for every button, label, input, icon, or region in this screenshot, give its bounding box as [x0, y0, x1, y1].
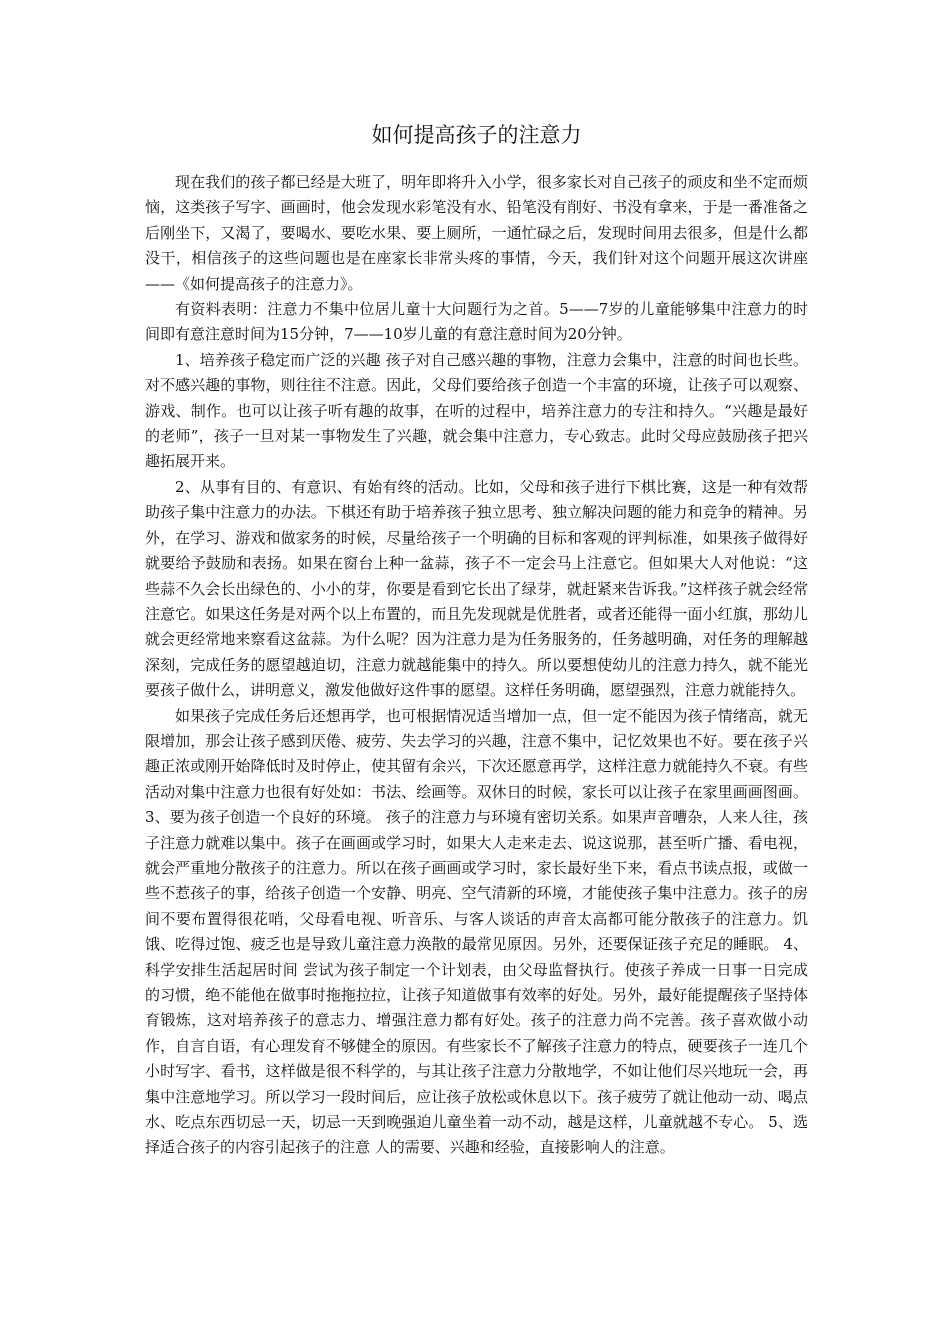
paragraph-point-2: 2、从事有目的、有意识、有始有终的活动。比如，父母和孩子进行下棋比赛，这是一种有效帮助孩子集中注意力的办法。下棋还有助于培养孩子独立思考、独立解决问题的能力和竞争的精神。另外，在学习、游戏和做家务的时候，尽量给孩子一个明确的目标和客观的评判标准，如果孩子做得好就要给予鼓励和表扬。如果在窗台上种一盆蒜，孩子不一定会马上注意它。但如果大人对他说：“这些蒜不久会长出绿色的、小小的芽，你要是看到它长出了绿芽，就赶紧来告诉我。”这样孩子就会经常注意它。如果这任务是对两个以上布置的，而且先发现就是优胜者，或者还能得一面小红旗，那幼儿就会更经常地来察看这盆蒜。为什么呢？因为注意力是为任务服务的，任务越明确，对任务的理解越深刻，完成任务的愿望越迫切，注意力就越能集中的持久。所以要想使幼儿的注意力持久，就不能光要孩子做什么，讲明意义，激发他做好这件事的愿望。这样任务明确，愿望强烈，注意力就能持久。 [145, 477, 808, 700]
paragraph-intro: 现在我们的孩子都已经是大班了，明年即将升入小学，很多家长对自己孩子的顽皮和坐不定而烦恼，这类孩子写字、画画时，他会发现水彩笔没有水、铅笔没有削好、书没有拿来，于是一番准备之后刚坐下，又渴了，要喝水、要吃水果、要上厕所，一通忙碌之后，发现时间用去很多，但是什么都没干，相信孩子的这些问题也是在座家长非常头疼的事情，今天，我们针对这个问题开展这次讲座——《如何提高孩子的注意力》。 [145, 173, 808, 293]
paragraph-research: 有资料表明：注意力不集中位居儿童十大问题行为之首。5——7岁的儿童能够集中注意力的时间即有意注意时间为15分钟，7——10岁儿童的有意注意时间为20分钟。 [145, 300, 808, 344]
document-title: 如何提高孩子的注意力 [371, 123, 582, 147]
paragraph-point-1: 1、培养孩子稳定而广泛的兴趣 孩子对自己感兴趣的事物，注意力会集中，注意的时间也长些。对不感兴趣的事物，则往往不注意。因此，父母们要给孩子创造一个丰富的环境，让孩子可以观察、游戏、制作。也可以让孩子听有趣的故事，在听的过程中，培养注意力的专注和持久。“兴趣是最好的老师”，孩子一旦对某一事物发生了兴趣，就会集中注意力，专心致志。此时父母应鼓励孩子把兴趣拓展开来。 [145, 350, 808, 471]
paragraph-points-3-5: 如果孩子完成任务后还想再学，也可根据情况适当增加一点，但一定不能因为孩子情绪高，就无限增加，那会让孩子感到厌倦、疲劳、失去学习的兴趣，注意不集中，记忆效果也不好。要在孩子兴趣正浓或刚开始降低时及时停止，使其留有余兴，下次还愿意再学，这样注意力就能持久不衰。有些活动对集中注意力也很有好处如：书法、绘画等。双休日的时候，家长可以让孩子在家里画画图画。3、要为孩子创造一个良好的环境。 孩子的注意力与环境有密切关系。如果声音嘈杂，人来人往，孩子注意力就难以集中。孩子在画画或学习时，如果大人走来走去、说这说那，甚至听广播、看电视，就会严重地分散孩子的注意力。所以在孩子画画或学习时，家长最好坐下来，看点书读点报，或做一些不惹孩子的事，给孩子创造一个安静、明亮、空气清新的环境，才能使孩子集中注意力。孩子的房间不要布置得很花哨，父母看电视、听音乐、与客人谈话的声音太高都可能分散孩子的注意力。饥饿、吃得过饱、疲乏也是导致儿童注意力涣散的最常见原因。另外，还要保证孩子充足的睡眠。 4、科学安排生活起居时间 尝试为孩子制定一个计划表，由父母监督执行。使孩子养成一日事一日完成的习惯，绝不能他在做事时拖拖拉拉，让孩子知道做事有效率的好处。另外，最好能提醒孩子坚持体育锻炼，这对培养孩子的意志力、增强注意力都有好处。孩子的注意力尚不完善。孩子喜欢做小动作，自言自语，有心理发育不够健全的原因。有些家长不了解孩子注意力的特点，硬要孩子一连几个小时写字、看书，这样做是很不科学的，与其让孩子注意力分散地学，不如让他们尽兴地玩一会，再集中注意地学习。所以学习一段时间后，应让孩子放松或休息以下。孩子疲劳了就让他动一动、喝点水、吃点东西切忌一天，切忌一天到晚强迫儿童坐着一动不动，越是这样，儿童就越不专心。 5、选择适合孩子的内容引起孩子的注意 人的需要、兴趣和经验，直接影响人的注意。 [145, 706, 808, 1157]
document-page [145, 120, 808, 1161]
